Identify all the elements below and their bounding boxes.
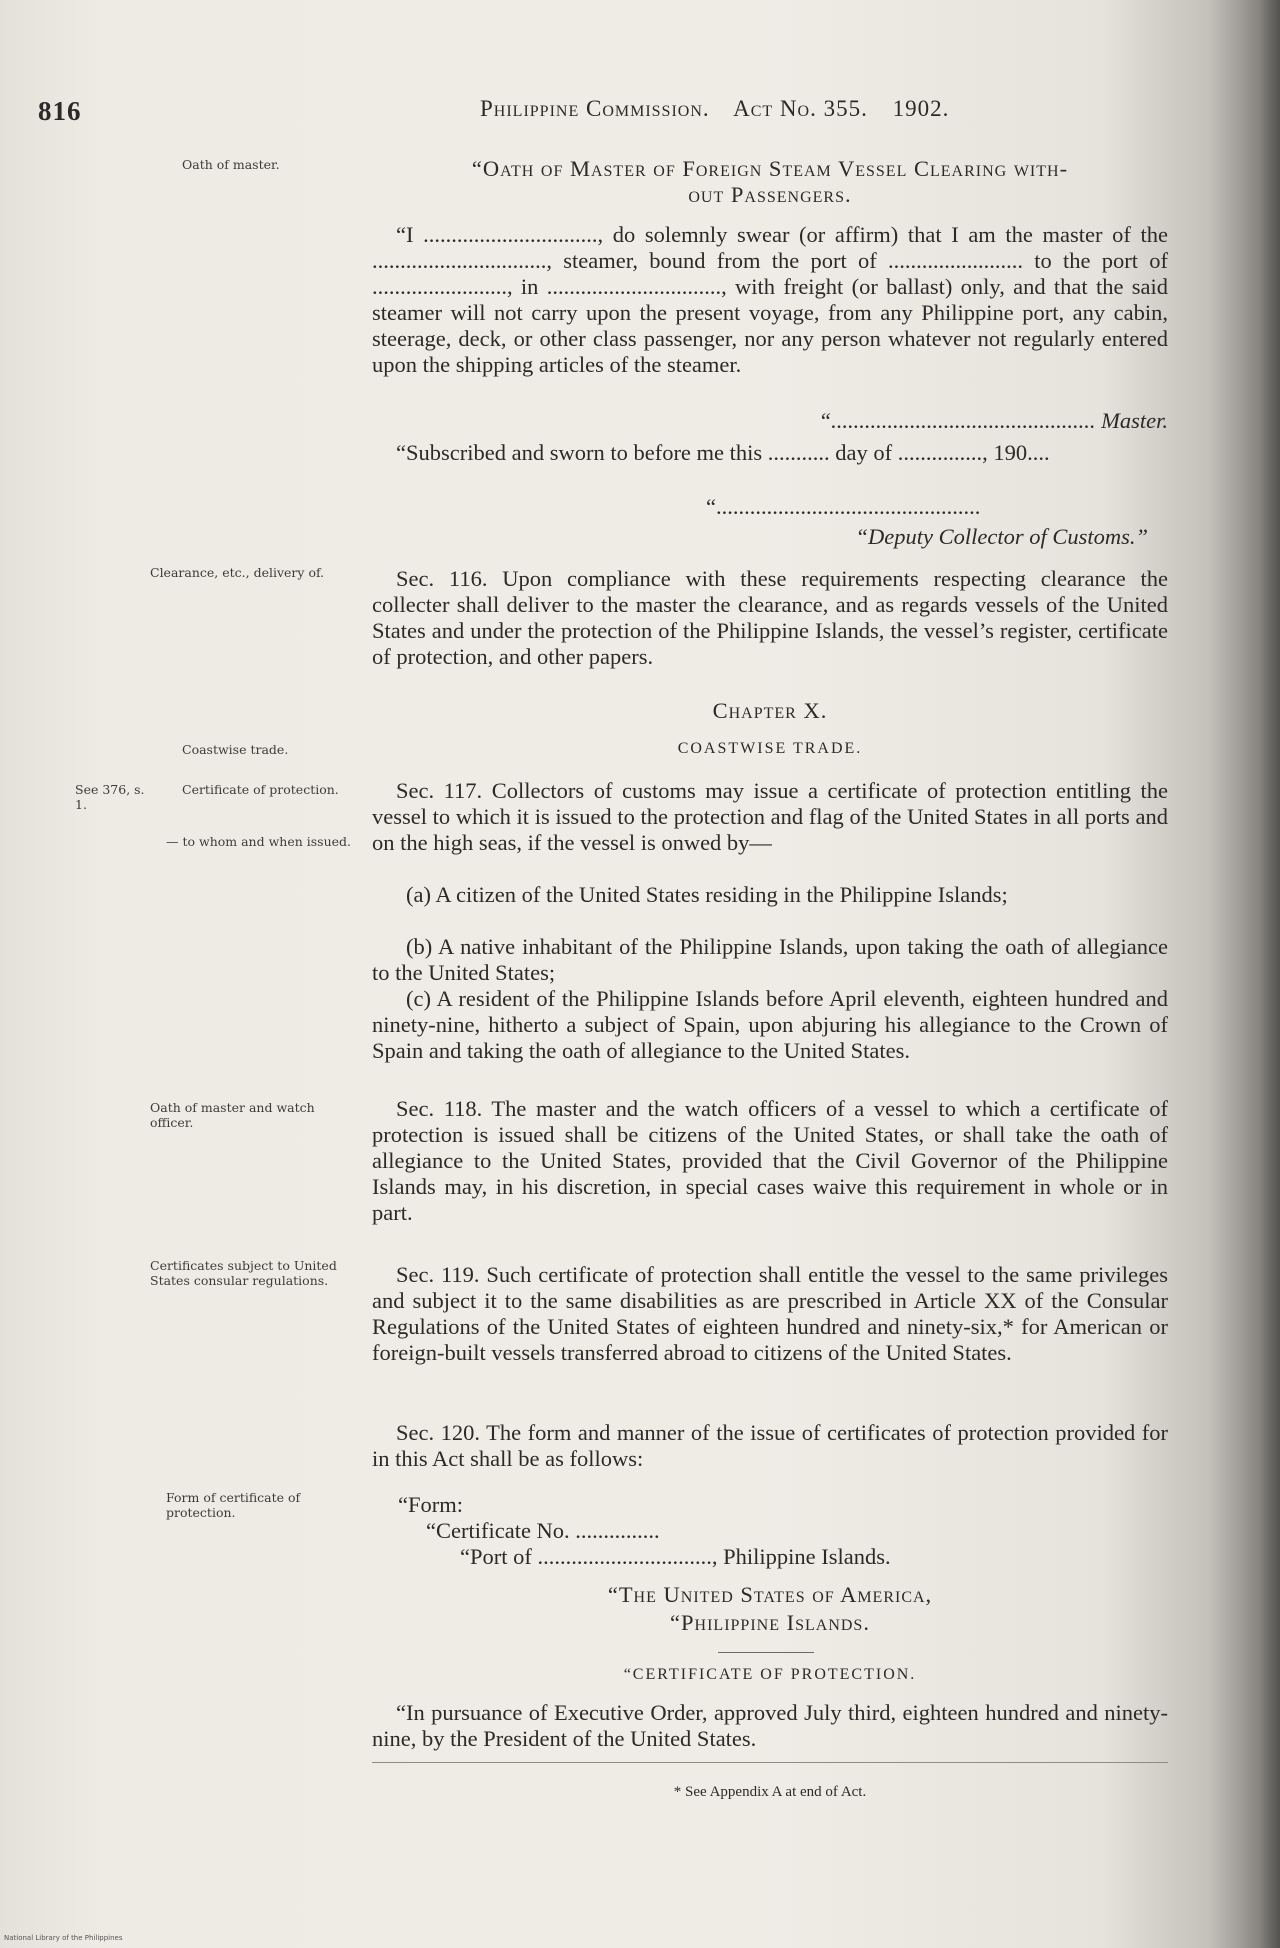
port-of-line: “Port of ..............................., Philippine Islands. [460,1544,891,1569]
divider-rule [718,1652,814,1653]
act-number: Act No. 355. [733,96,868,121]
page-edge-shadow [1210,0,1280,1948]
section-119: Sec. 119. Such certificate of protection shall entitle the vessel to the same privileges and subject it to the same disabilities as are prescribed in Article XX of the Consular Regulations of the United States of eighteen hundred and ninety-six,* for American or foreign-built vessels transferred abroad to citizens of the United States. [372,1262,1168,1365]
section-117-c: (c) A resident of the Philippine Islands before April eleventh, eighteen hundred and ninety-nine, hitherto a subject of Spain, upon abjuring his allegiance to the Crown of Spain and taking the oath of allegiance to the United States. [372,986,1168,1063]
form-label: “Form: [398,1492,463,1517]
pi-line: “Philippine Islands. [670,1610,870,1635]
deputy-collector: “Deputy Collector of Customs.” [855,524,1148,549]
oath-heading-line2: out Passengers. [688,182,852,207]
section-120: Sec. 120. The form and manner of the issue of certificates of protection provided for in this Act shall be as follows: [372,1420,1168,1471]
running-title: Philippine Commission. [480,96,710,121]
usa-line: “The United States of America, [607,1582,933,1607]
margin-note-clearance: Clearance, etc., delivery of. [150,565,325,580]
chapter-number: Chapter X. [712,698,828,723]
margin-note-coastwise-trade: Coastwise trade. [182,742,289,757]
certificate-number-line: “Certificate No. ............... [426,1518,660,1543]
margin-note-certificate-protection: Certificate of protection. [182,782,339,797]
deputy-signature-dots: “............................................... [706,494,981,519]
scan-credit: National Library of the Philippines [4,1934,123,1942]
margin-note-oath-watch: Oath of master and watch officer. [150,1100,315,1130]
footnote: * See Appendix A at end of Act. [673,1784,867,1800]
running-head [480,96,967,122]
section-117-a: (a) A citizen of the United States residing in the Philippine Islands; [406,882,1008,907]
margin-note-to-whom: — to whom and when issued. [166,834,351,849]
subscribed-line: “Subscribed and sworn to before me this ........... day of ..............., 190.... [396,440,1050,465]
section-117-b: (b) A native inhabitant of the Philippine Islands, upon taking the oath of allegiance to the United States; [372,934,1168,985]
chapter-title: COASTWISE TRADE. [677,740,863,757]
margin-note-certificates-subject: Certificates subject to United States consular regulations. [150,1258,337,1288]
oath-heading [360,156,1180,208]
footnote-rule [372,1762,1168,1763]
certificate-title: “CERTIFICATE OF PROTECTION. [623,1666,917,1683]
year: 1902. [892,96,950,121]
margin-note-see-ref: See 376, s. 1. [75,782,145,812]
section-116: Sec. 116. Upon compliance with these requirements respecting clearance the collecter shall deliver to the master the clearance, and as regards vessels of the United States and under the protection of the Philippine Islands, the vessel’s register, certificate of protection, and other papers. [372,566,1168,669]
margin-note-oath-of-master: Oath of master. [182,157,280,172]
section-118: Sec. 118. The master and the watch officers of a vessel to which a certificate of protection is issued shall be citizens of the United States, or shall take the oath of allegiance to the United States, provided that the Civil Governor of the Philippine Islands may, in his discretion, in special cases waive this requirement in whole or in part. [372,1096,1168,1225]
oath-heading-line1: “Oath of Master of Foreign Steam Vessel Clearing with- [471,156,1069,181]
page-number: 816 [38,96,82,126]
section-117-intro: Sec. 117. Collectors of customs may issue a certificate of protection entitling the vessel to which it is issued to the protection and flag of the United States in all ports and on the high seas, if the vessel is onwed by— [372,778,1168,855]
pursuance-paragraph: “In pursuance of Executive Order, approved July third, eighteen hundred and ninety-nine, by the President of the United States. [372,1700,1168,1751]
margin-note-form-certificate: Form of certificate of protection. [166,1490,301,1520]
master-signature-line: “............................................... Master. [818,408,1168,433]
oath-body: “I ..............................., do solemnly swear (or affirm) that I am the master of the ..............................., steamer, bound from the port of ........................ to the port of ........................, in ..............................., with freight (or ballast) only, and that the said steamer will not carry upon the present voyage, from any Philippine port, any cabin, steerage, deck, or other class passenger, nor any person whatever not regularly entered upon the shipping articles of the steamer. [372,222,1168,377]
